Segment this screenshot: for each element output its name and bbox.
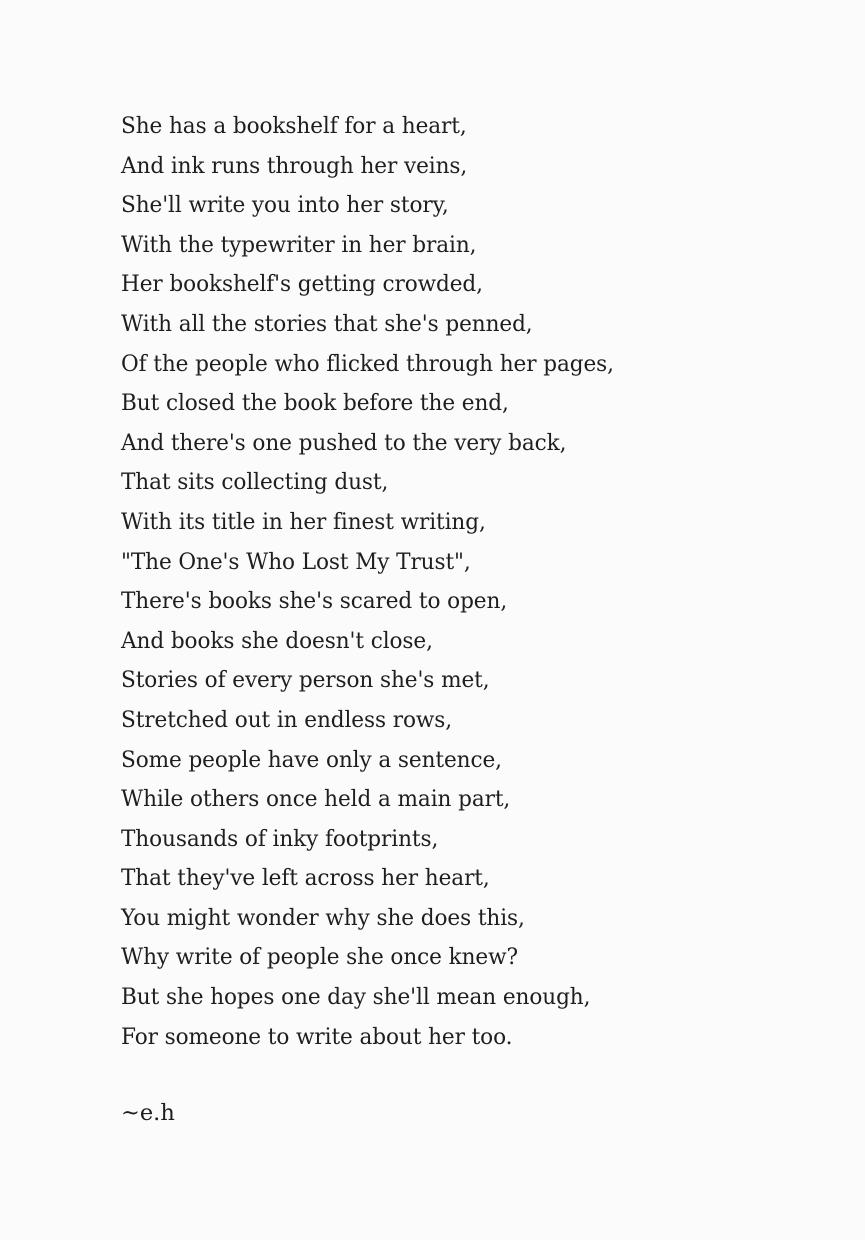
poem-line: With the typewriter in her brain, bbox=[121, 231, 477, 258]
poem-line: "The One's Who Lost My Trust", bbox=[121, 548, 471, 575]
poem-line: That sits collecting dust, bbox=[121, 469, 389, 496]
poem-body bbox=[121, 107, 841, 1057]
poem-line: There's books she's scared to open, bbox=[121, 588, 508, 615]
poem-line: Of the people who flicked through her pages, bbox=[121, 350, 614, 377]
poem-line: Thousands of inky footprints, bbox=[121, 825, 439, 852]
poem-line: But she hopes one day she'll mean enough, bbox=[121, 984, 591, 1011]
poem-line: Why write of people she once knew? bbox=[121, 944, 519, 971]
poem-line: She has a bookshelf for a heart, bbox=[121, 113, 467, 139]
poem-line: And books she doesn't close, bbox=[121, 627, 433, 654]
poem-line: While others once held a main part, bbox=[121, 786, 511, 813]
poem-line: That they've left across her heart, bbox=[121, 865, 490, 892]
poem-line: Stretched out in endless rows, bbox=[121, 706, 453, 733]
poem-line: Stories of every person she's met, bbox=[121, 667, 490, 694]
poem-line: Some people have only a sentence, bbox=[121, 746, 502, 773]
poem-line: But closed the book before the end, bbox=[121, 390, 509, 417]
poem-line: For someone to write about her too. bbox=[121, 1023, 513, 1050]
poem-line: Her bookshelf's getting crowded, bbox=[121, 271, 483, 298]
poem-line: She'll write you into her story, bbox=[121, 192, 449, 219]
poem-line: With its title in her finest writing, bbox=[121, 508, 486, 535]
poem-signature: ~e.h bbox=[121, 1100, 175, 1126]
poem-line: With all the stories that she's penned, bbox=[121, 310, 533, 337]
poem-line: And there's one pushed to the very back, bbox=[121, 429, 567, 456]
poem-line: And ink runs through her veins, bbox=[121, 152, 468, 179]
poem-line: You might wonder why she does this, bbox=[121, 904, 525, 931]
